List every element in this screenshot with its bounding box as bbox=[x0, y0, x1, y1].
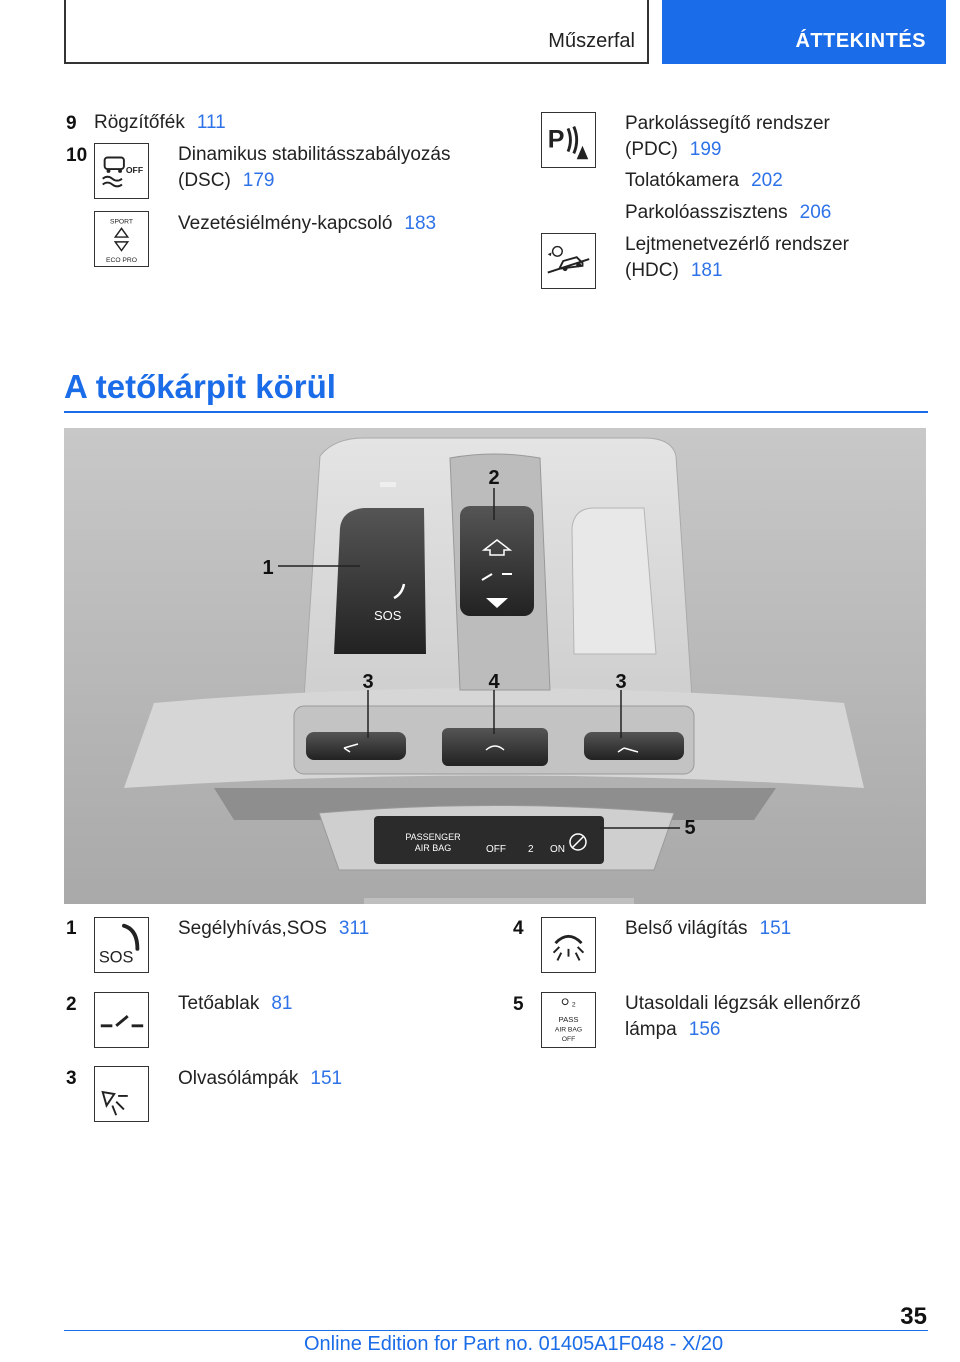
page-reference-link[interactable]: 311 bbox=[338, 918, 370, 939]
park-distance-control-icon bbox=[541, 112, 596, 168]
page-reference-link[interactable]: 156 bbox=[688, 1019, 721, 1040]
airbag-seat-text: 2 bbox=[528, 844, 534, 855]
header-section-box bbox=[64, 0, 649, 64]
passenger-text: PASSENGER bbox=[405, 832, 461, 842]
item-text bbox=[94, 110, 494, 136]
item-label: Segélyhívás,SOS bbox=[178, 918, 327, 939]
page-reference-link[interactable]: 111 bbox=[196, 112, 226, 133]
item-label: Parkolóasszisztens bbox=[625, 202, 788, 223]
item-text bbox=[625, 168, 925, 194]
item-text bbox=[625, 111, 925, 163]
page-reference-link[interactable]: 179 bbox=[242, 170, 275, 191]
item-number: 9 bbox=[66, 113, 77, 134]
item-text bbox=[178, 991, 478, 1017]
page-reference-link[interactable]: 202 bbox=[751, 170, 783, 191]
dsc-icon-text: OFF bbox=[125, 164, 144, 175]
driving-mode-switch-icon bbox=[94, 211, 149, 267]
hill-descent-control-icon bbox=[541, 233, 596, 289]
footer-divider bbox=[64, 1330, 928, 1331]
page-reference-link[interactable]: 181 bbox=[690, 260, 723, 281]
item-text bbox=[178, 211, 478, 237]
airbag-text: AIR BAG bbox=[554, 1026, 583, 1034]
item-number: 1 bbox=[66, 918, 77, 939]
item-number: 10 bbox=[66, 145, 88, 166]
item-text bbox=[178, 1066, 478, 1092]
dsc-off-icon bbox=[94, 143, 149, 199]
item-label: Tetőablak bbox=[178, 993, 260, 1014]
item-text bbox=[178, 916, 478, 942]
footer-edition-text: Online Edition for Part no. 01405A1F048 - X/20 bbox=[304, 1333, 724, 1355]
item-label: Rögzítőfék bbox=[94, 112, 185, 133]
sos-icon-text: SOS bbox=[98, 948, 134, 967]
callout-1: 1 bbox=[262, 557, 274, 579]
item-number: 2 bbox=[66, 994, 77, 1015]
section-divider bbox=[64, 411, 928, 413]
item-label: Dinamikus stabilitásszabályozás (DSC) bbox=[178, 144, 451, 191]
page-reference-link[interactable]: 151 bbox=[759, 918, 792, 939]
item-text bbox=[625, 200, 925, 226]
item-label: Utasoldali légzsák ellenőrző lámpa bbox=[625, 993, 861, 1040]
airbag-seat-number: 2 bbox=[571, 1001, 576, 1009]
airbag-on-text: ON bbox=[550, 844, 565, 855]
item-label: Lejtmenetvezérlő rendszer (HDC) bbox=[625, 234, 849, 281]
callout-3-left: 3 bbox=[362, 671, 374, 693]
overhead-console-photo bbox=[64, 428, 926, 904]
item-label: Belső világítás bbox=[625, 918, 748, 939]
reading-light-icon bbox=[94, 1066, 149, 1122]
page-number: 35 bbox=[900, 1303, 927, 1330]
callout-2: 2 bbox=[488, 467, 500, 489]
item-number: 5 bbox=[513, 994, 524, 1015]
eco-pro-text: ECO PRO bbox=[105, 257, 138, 265]
page-reference-link[interactable]: 199 bbox=[689, 139, 722, 160]
off-text: OFF bbox=[561, 1036, 576, 1044]
callout-4: 4 bbox=[488, 671, 500, 693]
page-reference-link[interactable]: 151 bbox=[310, 1068, 343, 1089]
page-reference-link[interactable]: 81 bbox=[271, 993, 293, 1014]
header-section-label: Műszerfal bbox=[548, 30, 635, 52]
sos-call-icon bbox=[94, 917, 149, 973]
passenger-airbag-indicator-icon bbox=[541, 992, 596, 1048]
item-label: Olvasólámpák bbox=[178, 1068, 299, 1089]
callout-3-right: 3 bbox=[615, 671, 627, 693]
page-reference-link[interactable]: 206 bbox=[799, 202, 832, 223]
interior-light-icon bbox=[541, 917, 596, 973]
header-chapter-label: ÁTTEKINTÉS bbox=[795, 30, 926, 52]
item-label: Parkolássegítő rendszer (PDC) bbox=[625, 113, 830, 160]
svg-text:P: P bbox=[547, 125, 565, 154]
sunroof-icon bbox=[94, 992, 149, 1048]
pass-text: PASS bbox=[558, 1014, 579, 1024]
item-text bbox=[625, 991, 925, 1043]
airbag-off-text: OFF bbox=[486, 844, 506, 855]
callout-5: 5 bbox=[684, 817, 696, 839]
item-text bbox=[625, 232, 925, 284]
sos-button-label: SOS bbox=[374, 608, 402, 623]
header-chapter-tab bbox=[662, 0, 946, 64]
section-title: A tetőkárpit körül bbox=[64, 368, 336, 405]
airbag-text: AIR BAG bbox=[414, 843, 452, 853]
item-label: Vezetésiélmény-kapcsoló bbox=[178, 213, 393, 234]
item-number: 4 bbox=[513, 918, 524, 939]
page-reference-link[interactable]: 183 bbox=[404, 213, 437, 234]
item-label: Tolatókamera bbox=[625, 170, 740, 191]
item-text bbox=[178, 142, 478, 194]
item-number: 3 bbox=[66, 1068, 77, 1089]
item-text bbox=[625, 916, 925, 942]
sport-text: SPORT bbox=[109, 218, 134, 226]
